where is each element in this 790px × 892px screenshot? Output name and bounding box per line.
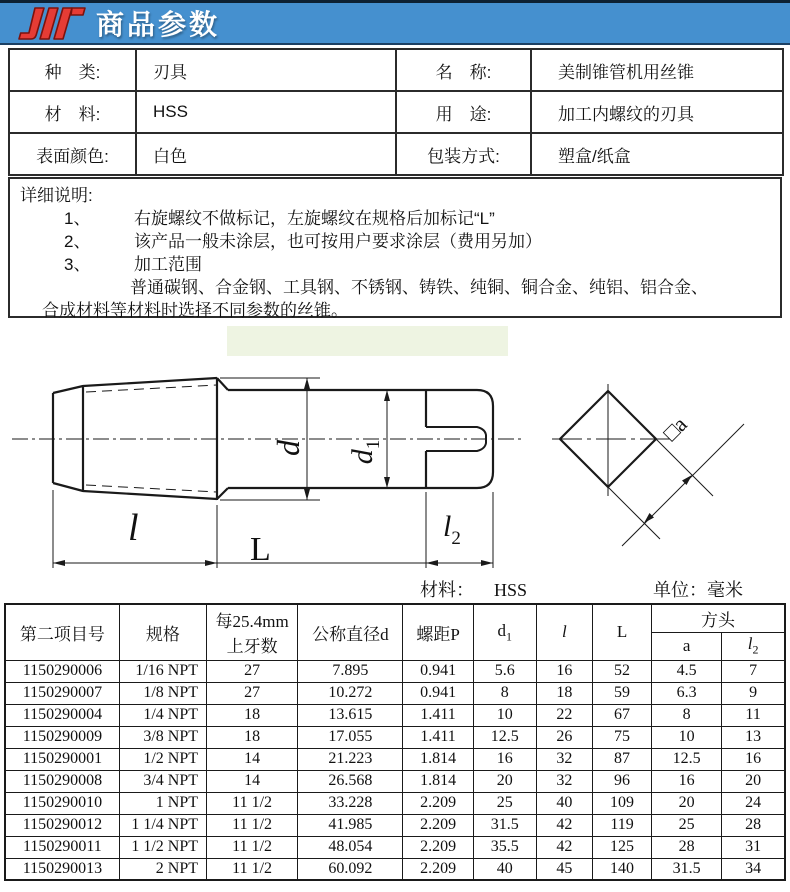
col-header-l: l (536, 604, 592, 660)
cell-dia: 41.985 (298, 814, 403, 836)
col-header-L: L (592, 604, 651, 660)
col-header-l2: $l_2$ (722, 632, 785, 660)
cell-l2: 7 (722, 660, 785, 682)
cell-dia: 48.054 (298, 836, 403, 858)
cell-tpi: 11 1/2 (207, 858, 298, 880)
col-header-square-head: 方头 (652, 604, 785, 632)
cell-pitch: 2.209 (403, 792, 473, 814)
cell-dia: 10.272 (298, 682, 403, 704)
list-number: 3、 (64, 255, 91, 274)
cell-tpi: 18 (207, 704, 298, 726)
cell-pitch: 1.411 (403, 704, 473, 726)
table-row (5, 704, 785, 726)
cell-tpi: 11 1/2 (207, 836, 298, 858)
cell-item-no: 1150290013 (5, 858, 119, 880)
cell-spec: 1/16 NPT (119, 660, 206, 682)
cell-l: 16 (536, 660, 592, 682)
cell-a: 4.5 (652, 660, 722, 682)
cell-d1: 25 (473, 792, 536, 814)
cell-a: 25 (652, 814, 722, 836)
cell-pitch: 2.209 (403, 814, 473, 836)
col-header-d1: $d_1$ (473, 604, 536, 660)
product-info-table (8, 48, 784, 176)
table-row (5, 770, 785, 792)
cell-pitch: 1.814 (403, 748, 473, 770)
cell-dia: 21.223 (298, 748, 403, 770)
cell-l2: 31 (722, 836, 785, 858)
cell-L: 96 (592, 770, 651, 792)
info-value-material: HSS (136, 91, 396, 133)
table-row (5, 858, 785, 880)
cell-l2: 20 (722, 770, 785, 792)
cell-spec: 3/4 NPT (119, 770, 206, 792)
cell-pitch: 2.209 (403, 836, 473, 858)
cell-spec: 2 NPT (119, 858, 206, 880)
cell-item-no: 1150290007 (5, 682, 119, 704)
header-row (5, 604, 785, 632)
cell-dia: 17.055 (298, 726, 403, 748)
cell-l2: 24 (722, 792, 785, 814)
cell-dia: 60.092 (298, 858, 403, 880)
cell-pitch: 1.814 (403, 770, 473, 792)
cell-dia: 33.228 (298, 792, 403, 814)
cell-spec: 1/8 NPT (119, 682, 206, 704)
list-number: 1、 (64, 209, 91, 228)
cell-L: 52 (592, 660, 651, 682)
info-row (9, 49, 783, 91)
cell-l2: 9 (722, 682, 785, 704)
cell-d1: 35.5 (473, 836, 536, 858)
dim-label-l2: $l_2$ (443, 510, 461, 549)
dim-label-L: L (250, 531, 271, 568)
cell-l: 42 (536, 836, 592, 858)
material-label: 材料： (420, 580, 474, 600)
dim-label-d: d (270, 440, 306, 456)
cell-l2: 34 (722, 858, 785, 880)
table-row (5, 814, 785, 836)
cell-tpi: 27 (207, 660, 298, 682)
cell-item-no: 1150290010 (5, 792, 119, 814)
cell-L: 67 (592, 704, 651, 726)
cell-a: 8 (652, 704, 722, 726)
col-header-tpi: 每25.4mm 上牙数 (207, 604, 298, 660)
details-line: 合成材料等材料时选择不同参数的丝锥。 (42, 301, 348, 320)
cell-L: 87 (592, 748, 651, 770)
cell-l: 18 (536, 682, 592, 704)
list-number: 2、 (64, 232, 91, 251)
tap-side-view (12, 378, 523, 568)
cell-L: 59 (592, 682, 651, 704)
cell-L: 75 (592, 726, 651, 748)
cell-tpi: 11 1/2 (207, 814, 298, 836)
cell-l: 26 (536, 726, 592, 748)
info-value-packaging: 塑盒/纸盒 (531, 133, 783, 175)
cell-item-no: 1150290001 (5, 748, 119, 770)
info-row (9, 133, 783, 175)
cell-spec: 1/4 NPT (119, 704, 206, 726)
table-row (5, 792, 785, 814)
cell-l2: 13 (722, 726, 785, 748)
cell-d1: 10 (473, 704, 536, 726)
cell-item-no: 1150290009 (5, 726, 119, 748)
dim-label-d1: $d_1$ (346, 439, 384, 465)
cell-item-no: 1150290008 (5, 770, 119, 792)
details-line (20, 230, 770, 253)
details-text: 加工范围 (134, 255, 202, 274)
cell-l: 22 (536, 704, 592, 726)
cell-spec: 1/2 NPT (119, 748, 206, 770)
details-box (8, 177, 782, 318)
info-label-color: 表面颜色: (9, 133, 136, 175)
cell-item-no: 1150290006 (5, 660, 119, 682)
cell-d1: 40 (473, 858, 536, 880)
cell-d1: 8 (473, 682, 536, 704)
cell-l2: 16 (722, 748, 785, 770)
cell-spec: 1 1/2 NPT (119, 836, 206, 858)
cell-l2: 11 (722, 704, 785, 726)
details-text: 右旋螺纹不做标记，左旋螺纹在规格后加标记“L” (134, 209, 495, 228)
cell-L: 140 (592, 858, 651, 880)
cell-spec: 3/8 NPT (119, 726, 206, 748)
col-header-dia: 公称直径d (298, 604, 403, 660)
cell-a: 20 (652, 792, 722, 814)
cell-pitch: 0.941 (403, 660, 473, 682)
table-row (5, 726, 785, 748)
page-header (0, 0, 790, 45)
cell-item-no: 1150290004 (5, 704, 119, 726)
cell-l: 32 (536, 748, 592, 770)
unit-caption: 单位：毫米 (653, 580, 743, 600)
table-row (5, 660, 785, 682)
col-header-pitch: 螺距P (403, 604, 473, 660)
info-value-name: 美制锥管机用丝锥 (531, 49, 783, 91)
cell-l2: 28 (722, 814, 785, 836)
cell-l: 42 (536, 814, 592, 836)
cell-L: 125 (592, 836, 651, 858)
dim-label-a: □a (657, 411, 692, 446)
cell-pitch: 1.411 (403, 726, 473, 748)
cell-a: 16 (652, 770, 722, 792)
cell-a: 10 (652, 726, 722, 748)
cell-tpi: 14 (207, 770, 298, 792)
col-header-a: a (652, 632, 722, 660)
details-text: 该产品一般未涂层，也可按用户要求涂层（费用另加） (134, 232, 542, 251)
cell-pitch: 0.941 (403, 682, 473, 704)
info-label-material: 材 料: (9, 91, 136, 133)
details-title: 详细说明: (20, 186, 93, 205)
cell-tpi: 14 (207, 748, 298, 770)
cell-item-no: 1150290011 (5, 836, 119, 858)
details-line (20, 253, 770, 276)
cell-a: 31.5 (652, 858, 722, 880)
highlight-box (227, 326, 508, 356)
info-value-type: 刃具 (136, 49, 396, 91)
cell-spec: 1 NPT (119, 792, 206, 814)
cell-item-no: 1150290012 (5, 814, 119, 836)
info-label-name: 名 称: (396, 49, 531, 91)
cell-d1: 31.5 (473, 814, 536, 836)
cell-dia: 26.568 (298, 770, 403, 792)
info-label-type: 种 类: (9, 49, 136, 91)
technical-drawing (0, 360, 790, 600)
material-caption (420, 576, 527, 602)
col-header-spec: 规格 (119, 604, 206, 660)
brand-logo-icon (14, 3, 88, 43)
spec-table (4, 603, 786, 881)
cell-L: 119 (592, 814, 651, 836)
cell-d1: 12.5 (473, 726, 536, 748)
table-row (5, 836, 785, 858)
cell-spec: 1 1/4 NPT (119, 814, 206, 836)
cell-L: 109 (592, 792, 651, 814)
info-value-color: 白色 (136, 133, 396, 175)
square-head-end-view (552, 384, 744, 546)
details-line (20, 207, 770, 230)
table-row (5, 682, 785, 704)
col-header-item-no: 第二项目号 (5, 604, 119, 660)
cell-d1: 16 (473, 748, 536, 770)
cell-l: 32 (536, 770, 592, 792)
page-title: 商品参数 (96, 9, 221, 40)
cell-l: 40 (536, 792, 592, 814)
cell-tpi: 18 (207, 726, 298, 748)
cell-d1: 20 (473, 770, 536, 792)
cell-a: 12.5 (652, 748, 722, 770)
info-value-use: 加工内螺纹的刃具 (531, 91, 783, 133)
cell-dia: 7.895 (298, 660, 403, 682)
info-row (9, 91, 783, 133)
info-label-packaging: 包装方式: (396, 133, 531, 175)
cell-l: 45 (536, 858, 592, 880)
cell-pitch: 2.209 (403, 858, 473, 880)
cell-a: 28 (652, 836, 722, 858)
dim-label-l: l (128, 507, 139, 549)
cell-tpi: 11 1/2 (207, 792, 298, 814)
info-label-use: 用 途: (396, 91, 531, 133)
material-value: HSS (494, 580, 528, 600)
cell-d1: 5.6 (473, 660, 536, 682)
details-line: 普通碳钢、合金钢、工具钢、不锈钢、铸铁、纯铜、铜合金、纯铝、铝合金、 (130, 278, 708, 297)
table-row (5, 748, 785, 770)
cell-dia: 13.615 (298, 704, 403, 726)
cell-a: 6.3 (652, 682, 722, 704)
cell-tpi: 27 (207, 682, 298, 704)
